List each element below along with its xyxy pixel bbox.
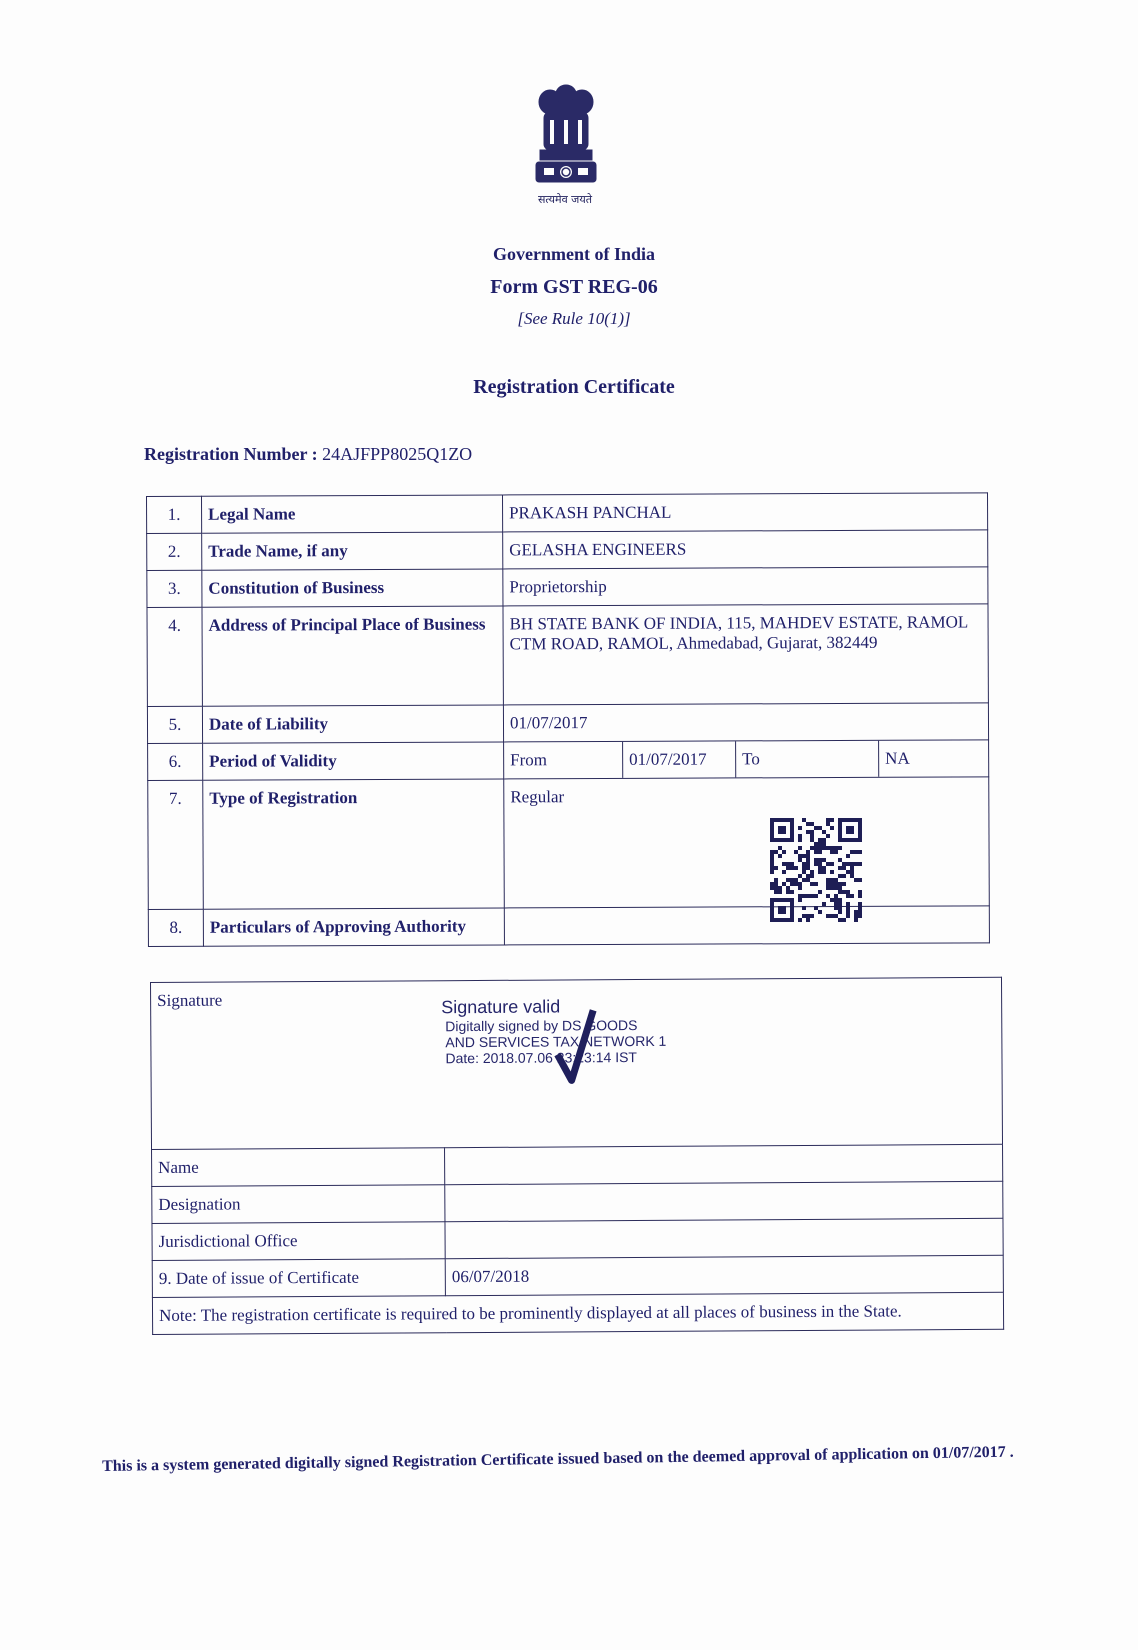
table-row [152,1292,1003,1334]
authority-name-value [445,1144,1003,1184]
trade-name-value: GELASHA ENGINEERS [503,530,988,569]
emblem-motto: सत्यमेव जयते [537,193,592,206]
table-row [147,604,988,707]
row-label: Address of Principal Place of Business [202,606,503,706]
table-row [152,1144,1003,1186]
address-value: BH STATE BANK OF INDIA, 115, MAHDEV ESTATE, RAMOL CTM ROAD, RAMOL, Ahmedabad, Gujarat, 382449 [503,604,988,705]
row-number: 3. [147,570,202,607]
table-row [148,906,989,947]
table-row [152,1181,1003,1223]
display-note: Note: The registration certificate is required to be prominently displayed at all places of business in the State. [152,1292,1003,1334]
validity-to-label: To [736,741,879,778]
certificate-title: Registration Certificate [473,376,675,398]
validity-cell [504,740,989,779]
signature-date-line: Date: 2018.07.06 23:23:14 IST [445,1049,638,1067]
registration-type-value: Regular [504,777,990,908]
row-number: 2. [147,533,202,570]
table-row [147,530,988,571]
row-number: 4. [147,607,202,706]
approving-authority-value [504,906,989,945]
validity-to-value: NA [879,740,989,776]
table-row [148,740,989,781]
row-label: Trade Name, if any [202,532,503,570]
rule-reference: [See Rule 10(1)] [517,309,631,328]
row-label: Type of Registration [203,779,505,909]
table-row [152,1255,1003,1297]
validity-subtable [504,740,988,778]
designation-value [445,1181,1003,1221]
issue-date-label: 9. Date of issue of Certificate [152,1259,445,1298]
legal-name-value: PRAKASH PANCHAL [502,493,987,532]
row-number: 5. [147,706,202,743]
signature-org-line: AND SERVICES TAX NETWORK 1 [445,1032,667,1051]
registration-number-line [144,444,472,465]
registration-number-value: 24AJFPP8025Q1ZO [322,444,473,464]
table-row [147,567,988,608]
table-row [147,703,988,744]
signature-cell [151,977,1003,1149]
registration-number-label: Registration Number : [144,444,318,464]
table-row [147,493,988,534]
national-emblem-icon [530,80,602,200]
signature-row [151,977,1003,1149]
row-number: 1. [147,496,202,533]
form-title: Form GST REG-06 [490,276,658,298]
digital-signature-block [441,996,666,1066]
registration-details-table [146,492,990,947]
row-number: 8. [148,909,203,946]
qr-code-icon [770,818,862,922]
system-generated-footer: This is a system generated digitally signed Registration Certificate issued based on the deemed approval of application on 01/07/2017 . [102,1443,1014,1475]
checkmark-icon [553,1006,597,1084]
row-label: Date of Liability [202,705,503,743]
issue-date-value: 06/07/2018 [445,1255,1003,1295]
row-number: 7. [148,780,204,909]
row-label: Constitution of Business [202,569,503,607]
signature-table [150,977,1004,1335]
row-label: Period of Validity [203,742,504,780]
designation-label: Designation [152,1185,445,1224]
validity-from-value: 01/07/2017 [623,741,736,777]
constitution-value: Proprietorship [503,567,988,606]
table-row [148,777,990,910]
signature-label: Signature [157,990,223,1010]
date-of-liability-value: 01/07/2017 [503,703,988,742]
jurisdictional-office-label: Jurisdictional Office [152,1222,445,1261]
authority-name-label: Name [152,1148,445,1187]
government-heading: Government of India [493,244,655,264]
signature-status: Signature valid [441,996,561,1018]
row-label: Particulars of Approving Authority [203,908,504,946]
row-number: 6. [148,743,203,780]
jurisdictional-office-value [445,1218,1003,1258]
signature-signer-line: Digitally signed by DS GOODS [445,1017,638,1035]
validity-from-label: From [510,750,548,770]
row-label: Legal Name [202,495,503,533]
table-row [152,1218,1003,1260]
